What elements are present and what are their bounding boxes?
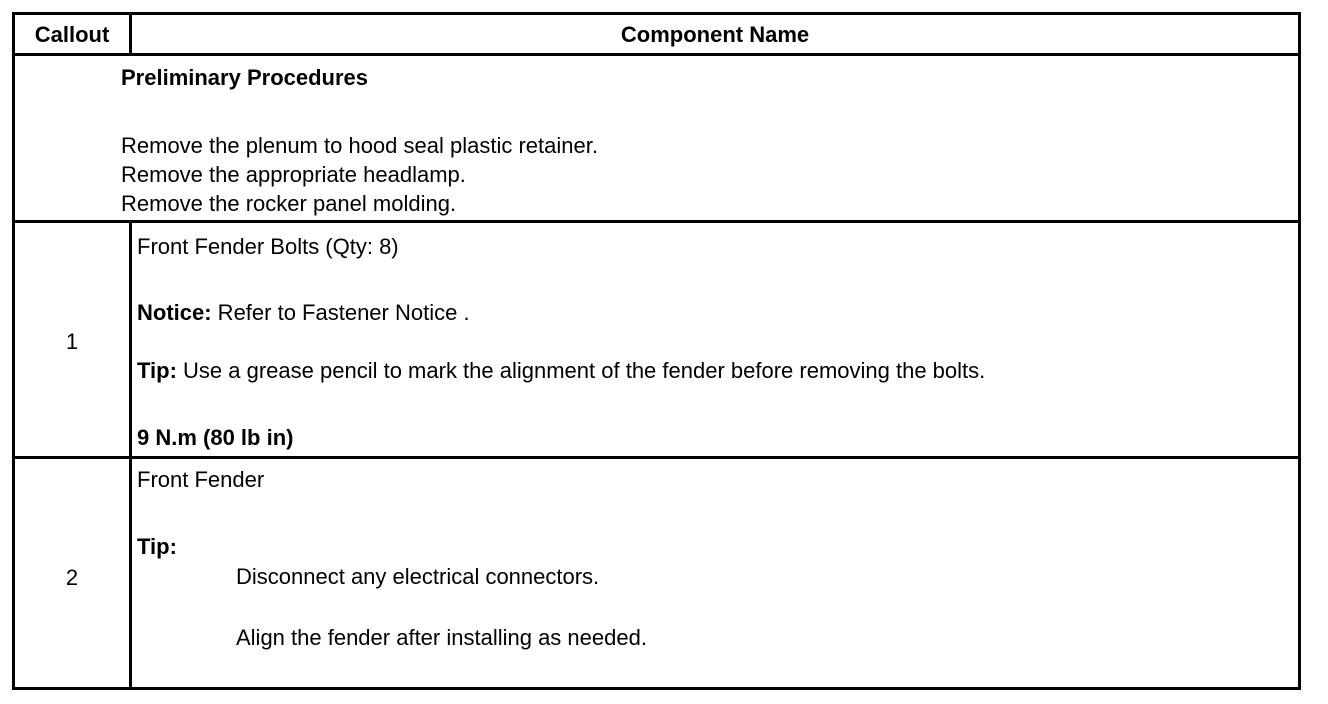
row1-divider bbox=[15, 456, 1298, 459]
header-component-name: Component Name bbox=[620, 22, 810, 47]
row1-callout: 1 bbox=[65, 329, 79, 354]
row1-component-name: Front Fender Bolts (Qty: 8) bbox=[137, 234, 399, 259]
header-callout: Callout bbox=[34, 22, 110, 47]
row1-tip bbox=[137, 358, 985, 384]
row2-callout: 2 bbox=[65, 565, 79, 590]
preliminary-title: Preliminary Procedures bbox=[121, 65, 369, 90]
tip-text: Use a grease pencil to mark the alignment of the fender before removing the bolts. bbox=[176, 358, 986, 383]
preliminary-step: Remove the appropriate headlamp. bbox=[121, 162, 466, 187]
preliminary-step: Remove the plenum to hood seal plastic retainer. bbox=[121, 133, 598, 158]
preliminary-divider bbox=[15, 220, 1298, 223]
tip-label: Tip: bbox=[137, 358, 177, 383]
row1-notice bbox=[137, 300, 470, 326]
row-column-divider bbox=[129, 223, 132, 690]
row2-tip-label: Tip: bbox=[137, 534, 177, 559]
row2-component-name: Front Fender bbox=[137, 467, 265, 492]
row1-torque: 9 N.m (80 lb in) bbox=[137, 425, 294, 450]
notice-text: Refer to Fastener Notice . bbox=[211, 300, 470, 325]
row2-tip-item: Disconnect any electrical connectors. bbox=[236, 564, 600, 589]
header-divider bbox=[15, 53, 1298, 56]
row2-tip-item: Align the fender after installing as needed. bbox=[236, 625, 647, 650]
component-table bbox=[12, 12, 1301, 690]
notice-label: Notice: bbox=[137, 300, 212, 325]
preliminary-step: Remove the rocker panel molding. bbox=[121, 191, 457, 216]
